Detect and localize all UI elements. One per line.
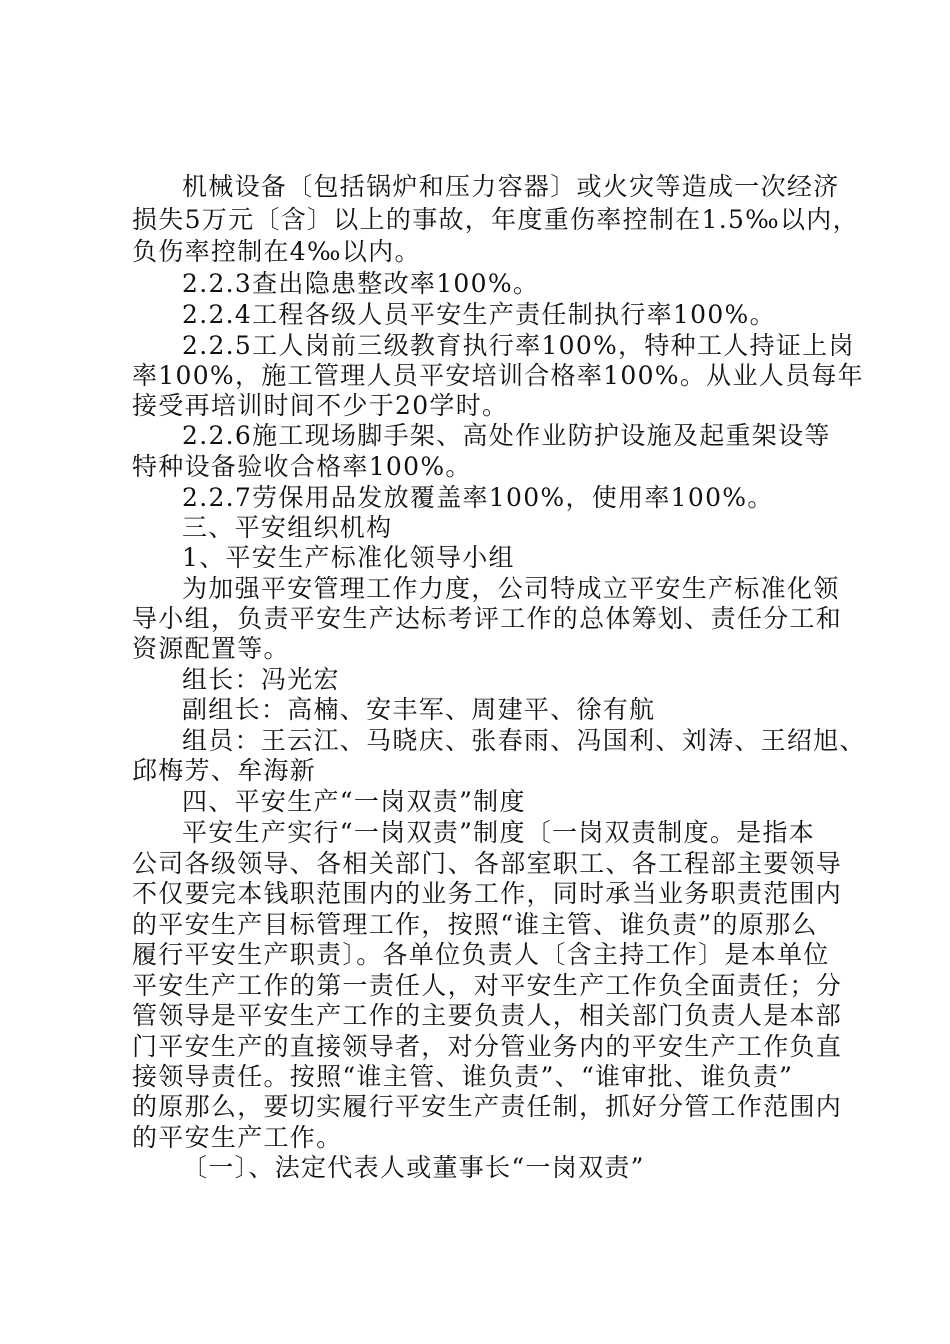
text-line: 2.2.5工人岗前三级教育执行率100%，特种工人持证上岗 [182,331,855,360]
text-line: 2.2.4工程各级人员平安生产责任制执行率100%。 [182,300,776,329]
text-line: 的原那么，要切实履行平安生产责任制，抓好分管工作范围内 [132,1092,843,1121]
text-line: 邱梅芳、牟海新 [132,756,317,785]
text-line: 管领导是平安生产工作的主要负责人，相关部门负责人是本部 [132,1001,843,1030]
text-line: 的平安生产目标管理工作，按照“谁主管、谁负责”的原那么 [132,910,818,939]
text-line: 履行平安生产职责〕。各单位负责人〔含主持工作〕是本单位 [132,940,830,969]
text-line: 导小组，负责平安生产达标考评工作的总体筹划、责任分工和 [132,604,843,633]
text-line: 平安生产工作的第一责任人，对平安生产工作负全面责任；分 [132,971,843,1000]
text-line: 副组长：高楠、安丰军、周建平、徐有航 [182,695,656,724]
text-line: 的平安生产工作。 [132,1123,343,1152]
text-line: 2.2.6施工现场脚手架、高处作业防护设施及起重架设等 [182,421,831,450]
text-line: 平安生产实行“一岗双责”制度〔一岗双责制度。是指本 [182,818,816,847]
text-line: 不仅要完本钱职范围内的业务工作，同时承当业务职责范围内 [132,879,843,908]
text-line: 特种设备验收合格率100%。 [132,452,472,481]
section-heading: 三、平安组织机构 [182,513,393,542]
text-line: 负伤率控制在4‰以内。 [132,237,421,266]
subsection-heading: 1、平安生产标准化领导小组 [182,543,515,572]
text-line: 率100%，施工管理人员平安培训合格率100%。从业人员每年 [132,361,864,390]
text-line: 资源配置等。 [132,634,290,663]
text-line: 2.2.7劳保用品发放覆盖率100%，使用率100%。 [182,483,774,512]
text-line: 公司各级领导、各相关部门、各部室职工、各工程部主要领导 [132,849,843,878]
text-line: 组长：冯光宏 [182,665,340,694]
text-line: 机械设备〔包括锅炉和压力容器〕或火灾等造成一次经济 [182,172,840,201]
text-line: 损失5万元〔含〕以上的事故，年度重伤率控制在1.5‰以内， [132,205,859,234]
text-line: 为加强平安管理工作力度，公司特成立平安生产标准化领 [182,574,840,603]
text-line: 门平安生产的直接领导者，对分管业务内的平安生产工作负直 [132,1032,843,1061]
text-line: 2.2.3查出隐患整改率100%。 [182,269,540,298]
text-line: 组员：王云江、马晓庆、张春雨、冯国利、刘涛、王绍旭、 [182,726,866,755]
subsection-heading: 〔一〕、法定代表人或董事长“一岗双责” [182,1153,645,1182]
section-heading: 四、平安生产“一岗双责”制度 [182,787,526,816]
text-line: 接受再培训时间不少于20学时。 [132,391,509,420]
text-line: 接领导责任。按照“谁主管、谁负责”、“谁审批、谁负责” [132,1062,794,1091]
